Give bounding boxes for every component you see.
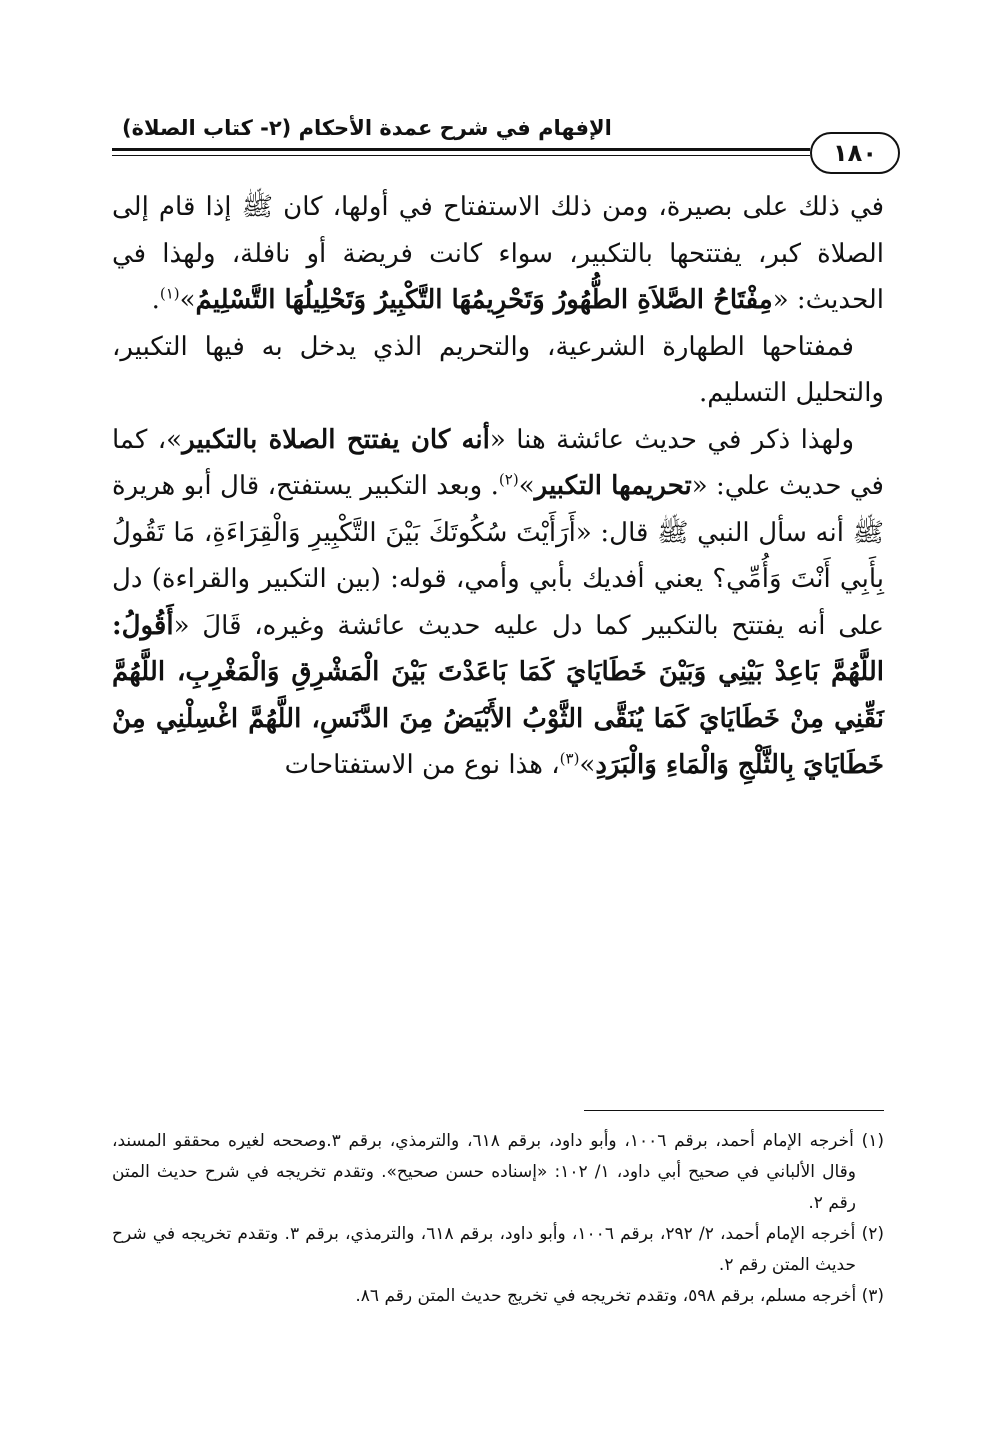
text: . <box>151 285 160 315</box>
footnote-2: (٢) أخرجه الإمام أحمد، ٢/ ٢٩٢، برقم ١٠٠٦، وأبو داود، برقم ٦١٨، والترمذي، برقم ٣. وتقدم تخريجه في شرح حديث المتن رقم ٢. <box>112 1224 884 1275</box>
text: فمفتاحها الطهارة الشرعية، والتحريم الذي يدخل به فيها التكبير، والتحليل التسليم. <box>112 331 884 408</box>
page-header <box>112 108 890 174</box>
page-number: ١٨٠ <box>810 132 900 174</box>
text: . وبعد التكبير يستفتح، قال أبو هريرة ﷺ أنه سأل النبي ﷺ قال: «أَرَأَيْتَ سُكُوتَكَ بَيْنَ التَّكْبِيرِ وَالْقِرَاءَةِ، مَا تَقُولُ بِأَبِي أَنْتَ وَأُمِّي؟ يعني أفديك بأبي وأمي، قوله: (بين التكبير والقراءة) دل على أنه يفتتح بالتكبير كما دل عليه حديث عائشة وغيره، قَالَ « <box>112 471 884 641</box>
footnote-3: (٣) أخرجه مسلم، برقم ٥٩٨، وتقدم تخريجه في تخريج حديث المتن رقم ٨٦. <box>355 1286 884 1306</box>
paragraph-1 <box>112 184 884 324</box>
body-text <box>112 184 884 789</box>
footnote-1: (١) أخرجه الإمام أحمد، برقم ١٠٠٦، وأبو داود، برقم ٦١٨، والترمذي، برقم ٣.وصححه لغيره محققو المسند، وقال الألباني في صحيح أبي داود، ١/ ١٠٢: «إسناده حسن صحيح». وتقدم تخريجه في شرح حديث المتن رقم ٢. <box>112 1131 884 1213</box>
text: ، هذا نوع من الاستفتاحات <box>284 750 560 780</box>
footnotes <box>112 1126 884 1312</box>
text: في ذلك على بصيرة، ومن ذلك الاستفتاح في أولها، كان ﷺ إذا قام إلى الصلاة كبر، يفتتحها بالتكبير، سواء كانت فريضة أو نافلة، ولهذا في الحديث: « <box>112 192 884 315</box>
text: » <box>179 285 196 315</box>
footnote-separator <box>584 1110 884 1111</box>
footnote-ref: (٣) <box>559 749 580 768</box>
text: » <box>579 750 596 780</box>
header-rule-thin <box>112 155 810 156</box>
hadith-text: مِفْتَاحُ الصَّلاَةِ الطُّهُورُ وَتَحْرِيمُهَا التَّكْبِيرُ وَتَحْلِيلُهَا التَّسْلِيمُ <box>195 285 773 315</box>
text: »، كما في حديث علي: « <box>112 424 884 501</box>
hadith-text: تحريمها التكبير <box>534 471 692 501</box>
text: » <box>518 471 535 501</box>
footnote-ref: (٢) <box>498 470 519 489</box>
paragraph-2 <box>112 324 884 417</box>
header-rule-thick <box>112 148 810 151</box>
hadith-text: أَقُولُ: اللَّهُمَّ بَاعِدْ بَيْنِي وَبَيْنَ خَطَايَايَ كَمَا بَاعَدْتَ بَيْنَ الْمَشْرِقِ وَالْمَغْرِبِ، اللَّهُمَّ نَقِّنِي مِنْ خَطَايَايَ كَمَا يُنَقَّى الثَّوْبُ الأَبْيَضُ مِنَ الدَّنَسِ، اللَّهُمَّ اغْسِلْنِي مِنْ خَطَايَايَ بِالثَّلْجِ وَالْمَاءِ وَالْبَرَدِ <box>112 610 884 780</box>
text: ولهذا ذكر في حديث عائشة هنا « <box>489 424 855 455</box>
paragraph-3 <box>112 417 884 789</box>
hadith-text: أنه كان يفتتح الصلاة بالتكبير <box>182 424 490 455</box>
footnote-ref: (١) <box>159 284 180 303</box>
running-title: الإفهام في شرح عمدة الأحكام (٢- كتاب الصلاة) <box>122 116 612 140</box>
